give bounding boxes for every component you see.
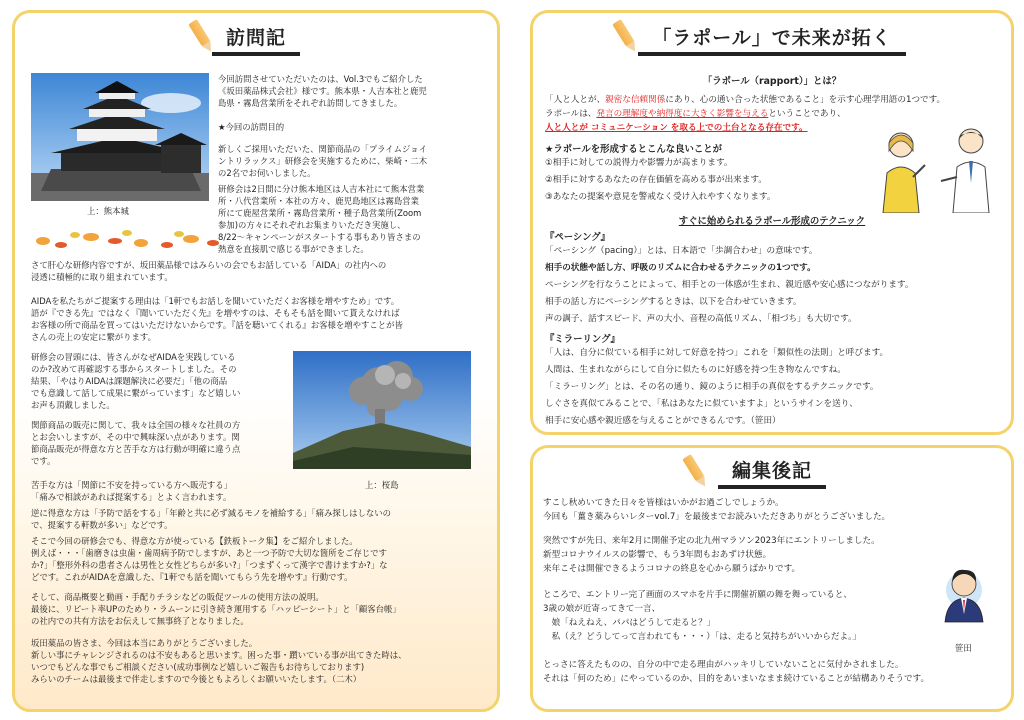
rapport-subtitle: 「ラポール（rapport）」とは？ xyxy=(702,76,842,87)
mirroring-line-4: しぐさを真似てみることで、「私はあなたに似ていますよ」というサインを送り、 xyxy=(545,399,858,409)
workshop-body: 研修会は2日間に分け熊本地区は人吉本社にて熊本営業 所・八代営業所・本社の方々、鹿児島地区は霧島営業 所にて鹿屋営業所・霧島営業所・種子島営業所(Zoom 参加)の方々にそれぞれお集まりいただき実施し、 8/22～キャンペーンがスタートする事もあり皆さまの 熱意を直接肌で感じる事ができました。 xyxy=(218,184,425,254)
closing: 坂田薬品の皆さま、今回は本当にありがとうございました。 新しい事にチャレンジされるのは不安もあると思います。困った事・躓いている事が出てきた時は、 いつでもどんな事でもご相談ください(成功事例など嬉しいご報告もお待ちしております) みらいのチームは最後まで伴走しますので今後ともよろしくお願いいたします。（二木） xyxy=(31,638,407,684)
joint-products: 関節商品の販売に関して、我々は全国の様々な社員の方 とお会いしますが、その中で興味深い点があります。関 節商品販売が得意な方と苦手な方は行動が明確に違う点 です。 xyxy=(31,420,241,466)
editor-postscript-panel xyxy=(530,445,1014,712)
mirroring-line-2: 人間は、生まれながらにして自分に似たものに好感を持つ生き物なんですね。 xyxy=(545,365,846,375)
editor-line: とっさに答えたものの、自分の中で走る理由がハッキリしていないことに気付かされました。 xyxy=(543,660,904,670)
aida-reason: AIDAを私たちがご提案する理由は「1軒でもお話しを聞いていただくお客様を増やすため」です。 語が『できる先』ではなく『聞いていただく先』を増やすのは、そもそも話を聞いて貰えなければ お客様の所で商品を買ってはいただけないからです。『話を聴いてくれる』お客様を増やすことが皆 さんの売上の安定に繋がります。 xyxy=(31,296,403,342)
conversation-illustration xyxy=(873,121,1003,213)
pacing-heading: 『ペーシング』 xyxy=(545,232,611,243)
benefit-heading: ★ラポールを形成するとこんな良いことが xyxy=(545,144,722,155)
purpose-heading: ★今回の訪問目的 xyxy=(218,122,285,132)
benefit-1: ①相手に対しての説得力や影響力が高まります。 xyxy=(545,158,733,168)
purpose-body: 新しくご採用いただいた、関節商品の「プライムジョイ ントリラックス」研修会を実施するために、柴崎・二木 の2名でお伺いしました。 xyxy=(218,144,428,178)
avatar xyxy=(935,560,993,640)
definition-line-3: 人と人とが コミュニケーション を取る上での土台となる存在です。 xyxy=(545,123,808,133)
sakurajima-caption: 上：桜島 xyxy=(365,480,399,490)
visit-title: 訪問記 xyxy=(15,27,497,56)
pacing-line-4: 相手の話し方にペーシングするときは、以下を合わせていきます。 xyxy=(545,297,802,307)
kumamoto-castle-photo xyxy=(31,73,209,201)
technique-heading: すぐに始められるラポール形成のテクニック xyxy=(678,216,866,227)
editor-line: すこし秋めいてきた日々を皆様はいかがお過ごしでしょうか。 xyxy=(543,498,784,508)
editor-line: 娘「ねえねえ、パパはどうして走ると？」 xyxy=(543,618,716,628)
editor-line: 今回も「薑き薬みらいレターvol.7」を最後までお読みいただきありがとうございました。 xyxy=(543,512,891,522)
definition-line-2: ラポールは、発言の理解度や納得度に大きく影響を与えるということであり、 xyxy=(545,109,846,119)
materials: そして、商品概要と動画・手配りチラシなどの販促ツールの使用方法の説明。 最後に、リピート率UPのためり・ラムーンに引き続き運用する「ハッピーシート」と「顧客台帳」 の社内での共有方法をお伝えして無事終了となりました。 xyxy=(31,592,401,626)
editor-line: 私（え？どうしてって言われても・・・）「は、走ると気持ちがいいからだよ。」 xyxy=(543,632,861,642)
visit-report-panel xyxy=(12,10,500,712)
strong-people: 逆に得意な方は「予防で話をする」「年齢と共に必ず減るモノを補給する」「痛み探しはしないの で、提案する軒数が多い」などです。 xyxy=(31,508,392,530)
benefit-3: ③あなたの提案や意見を警戒なく受け入れやすくなります。 xyxy=(545,192,776,202)
castle-caption: 上：熊本城 xyxy=(87,206,129,216)
editor-line: それは「何のため」にやっているのか、目的をあいまいなまま続けていることが結構ありそうです。 xyxy=(543,674,930,684)
talk-examples: そこで今回の研修会でも、得意な方が使っている【鉄板トーク集】をご紹介しました。 例えば・・・「歯磨きは虫歯・歯周病予防でしますが、あと一つ予防で大切な箇所をご存じです か?」「整形外科の患者さんは男性と女性どちらが多い?」「つまずくって漢字で書けますか?」な どです。これがAIDAを意識した、『1軒でも話を聞いてもらう先を増やす』行動です。 xyxy=(31,536,388,582)
pacing-line-3: ペーシングを行なうことによって、相手との一体感が生まれ、親近感や安心感につながります。 xyxy=(545,280,914,290)
editor-line: 突然ですが先日、来年2月に開催予定の北九州マラソン2023年にエントリーしました。 xyxy=(543,536,880,546)
sakurajima-photo xyxy=(293,351,471,469)
rapport-panel xyxy=(530,10,1014,435)
mirroring-line-1: 「人は、自分に似ている相手に対して好意を持つ」これを「類似性の法則」と呼びます。 xyxy=(545,348,889,358)
pacing-line-2: 相手の状態や話し方、呼吸のリズムに合わせるテクニックの1つです。 xyxy=(545,263,816,273)
weak-people: 苦手な方は「関節に不安を持っている方へ販売する」 「痛みで相談があれば提案する」とよく言われます。 xyxy=(31,480,232,502)
mirroring-heading: 『ミラーリング』 xyxy=(545,334,620,345)
autumn-leaves-decoration xyxy=(31,223,221,257)
pacing-line-1: 「ペーシング（pacing）」とは、日本語で「歩調合わせ」の意味です。 xyxy=(545,246,818,256)
rapport-title: 「ラポール」で未来が拓く xyxy=(533,27,1011,56)
visit-intro: 今回訪問させていただいたのは、Vol.3でもご紹介した 《坂田薬品株式会社》様です。熊本県・人吉本社と鹿児 島県・霧島営業所をそれぞれ訪問してきました。 xyxy=(218,74,427,108)
mirroring-line-5: 相手に安心感や親近感を与えることができるんです。（笹田） xyxy=(545,416,781,426)
editor-line: 来年こそは開催できるようコロナの終息を心から願うばかりです。 xyxy=(543,564,801,574)
definition-line-1: 「人と人とが、親密な信頼関係にあり、心の通い合った状態であること」を示す心理学用語の1つです。 xyxy=(545,95,946,105)
editor-line: 3歳の娘が近寄ってきて一言、 xyxy=(543,604,661,614)
editor-line: ところで、エントリー完了画面のスマホを片手に開催祈願の舞を舞っていると、 xyxy=(543,590,852,600)
aida-intro: さて肝心な研修内容ですが、坂田薬品様ではみらいの会でもお話している「AIDA」の社内への 浸透に積極的に取り組まれています。 xyxy=(31,260,387,282)
pacing-line-5: 声の調子、話すスピード、声の大小、音程の高低リズム、「相づち」も大切です。 xyxy=(545,314,857,324)
mirroring-line-3: 「ミラーリング」とは、その名の通り、鏡のように相手の真似をするテクニックです。 xyxy=(545,382,879,392)
benefit-2: ②相手に対するあなたの存在価値を高める事が出来ます。 xyxy=(545,175,767,185)
editor-title: 編集後記 xyxy=(533,460,1011,489)
avatar-name: 笹田 xyxy=(955,643,972,653)
workshop-opening: 研修会の冒頭には、皆さんがなぜAIDAを実践している のか?改めて再確認する事からスタートしました。その 結果、「やはりAIDAは課題解決に必要だ」「他の商品 でも意識して話して成果に繋がっています」など嬉しい お声も頂戴しました。 xyxy=(31,352,241,410)
editor-line: 新型コロナウイルスの影響で、もう3年間もおあずけ状態。 xyxy=(543,550,772,560)
